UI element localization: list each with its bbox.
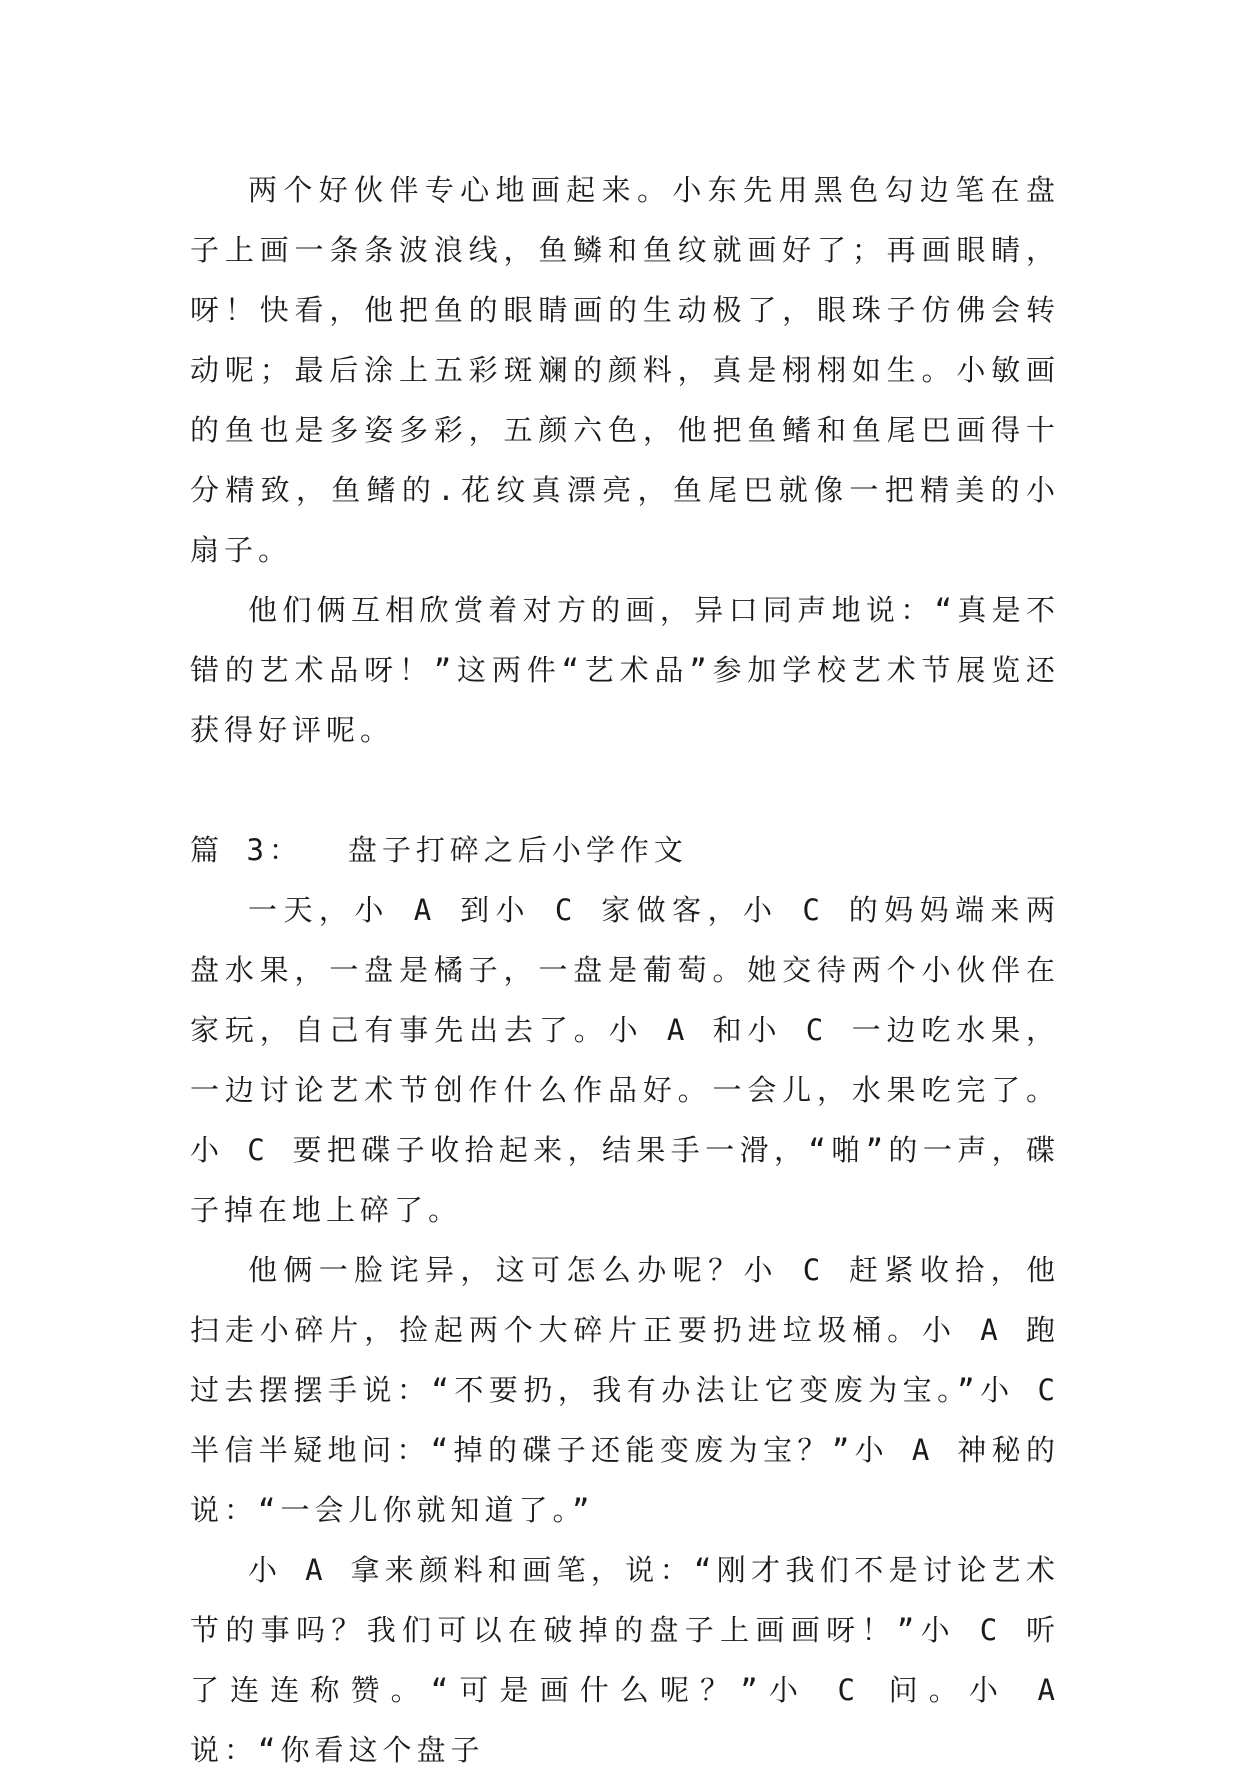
- paragraph: 小 A 拿来颜料和画笔，说：“刚才我们不是讨论艺术节的事吗？我们可以在破掉的盘子上画画呀！”小 C 听了连连称赞。“可是画什么呢？”小 C 问。小 A 说：“你看这个盘子: [190, 1553, 1083, 1767]
- section-heading: 篇 3： 盘子打碎之后小学作文: [190, 833, 688, 867]
- document-page: [190, 160, 1083, 1780]
- paragraph: 两个好伙伴专心地画起来。小东先用黑色勾边笔在盘子上画一条条波浪线，鱼鳞和鱼纹就画好了；再画眼睛，呀！快看，他把鱼的眼睛画的生动极了，眼珠子仿佛会转动呢；最后涂上五彩斑斓的颜料，真是栩栩如生。小敏画的鱼也是多姿多彩，五颜六色，他把鱼鳍和鱼尾巴画得十分精致，鱼鳍的.花纹真漂亮，鱼尾巴就像一把精美的小扇子。: [190, 173, 1060, 567]
- paragraph: 一天，小 A 到小 C 家做客，小 C 的妈妈端来两盘水果，一盘是橘子，一盘是葡萄。她交待两个小伙伴在家玩，自己有事先出去了。小 A 和小 C 一边吃水果，一边讨论艺术节创作什么作品好。一会儿，水果吃完了。小 C 要把碟子收拾起来，结果手一滑，“啪”的一声，碟子掉在地上碎了。: [190, 893, 1060, 1227]
- paragraph: 他们俩互相欣赏着对方的画，异口同声地说：“真是不错的艺术品呀！”这两件“艺术品”参加学校艺术节展览还获得好评呢。: [190, 593, 1060, 747]
- paragraph: 他俩一脸诧异，这可怎么办呢？小 C 赶紧收拾，他扫走小碎片，捡起两个大碎片正要扔进垃圾桶。小 A 跑过去摆摆手说：“不要扔，我有办法让它变废为宝。”小 C 半信半疑地问：“掉的碟子还能变废为宝？”小 A 神秘的说：“一会儿你就知道了。”: [190, 1253, 1083, 1527]
